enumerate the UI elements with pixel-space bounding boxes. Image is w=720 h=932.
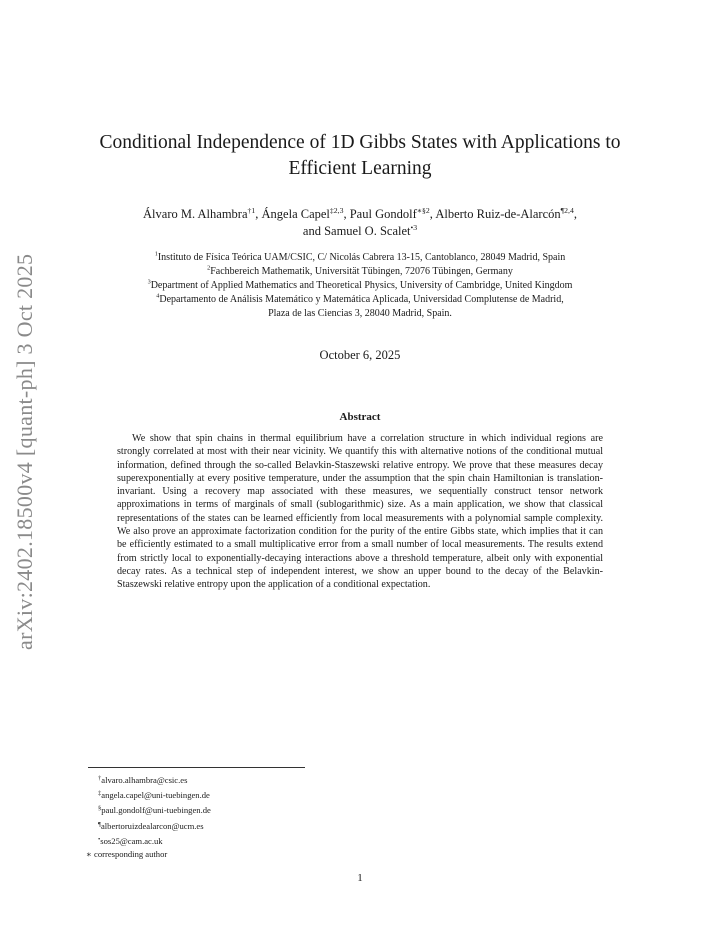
- affiliation-text: Departamento de Análisis Matemático y Matemática Aplicada, Universidad Complutense de Madrid,: [159, 294, 564, 305]
- footnote-email: albertoruizdealarcon@ucm.es: [100, 820, 204, 831]
- footnote-rule: [88, 767, 305, 768]
- footnote: [86, 772, 211, 787]
- footnote-mark: •: [98, 835, 101, 843]
- author-name: Álvaro M. Alhambra: [143, 207, 248, 221]
- title-line-2: Efficient Learning: [288, 158, 432, 179]
- footnote-list: [86, 772, 211, 861]
- author-list: [60, 206, 660, 240]
- author-separator: ,: [429, 207, 436, 221]
- author-separator: ,: [573, 207, 577, 221]
- footnote-mark: †: [98, 775, 102, 782]
- author-marks: ¶2,4: [560, 205, 574, 215]
- author-name: and Samuel O. Scalet: [302, 224, 411, 238]
- footnote-email: sos25@cam.ac.uk: [100, 835, 163, 846]
- footnote: [86, 818, 211, 833]
- author-marks: •3: [410, 222, 418, 232]
- affiliation: [60, 279, 660, 293]
- author-marks: ‡2,3: [329, 205, 344, 215]
- affiliation-text: Department of Applied Mathematics and Theoretical Physics, University of Cambridge, United Kingdom: [150, 280, 573, 291]
- page-number: 1: [357, 872, 363, 884]
- footnote-email: alvaro.alhambra@csic.es: [101, 775, 188, 785]
- footnote-email: angela.capel@uni-tuebingen.de: [101, 790, 210, 801]
- author-separator: ,: [343, 207, 350, 221]
- footnote: [86, 787, 211, 802]
- affiliation-number: 1: [154, 250, 158, 258]
- author-line-2: [60, 223, 660, 240]
- paper-title: [60, 130, 660, 182]
- author-name: Paul Gondolf: [349, 207, 417, 221]
- affiliation-text: Plaza de las Ciencias 3, 28040 Madrid, Spain.: [268, 308, 452, 319]
- author-marks: †1: [247, 205, 256, 215]
- author-line-1: [60, 206, 660, 223]
- abstract-body: We show that spin chains in thermal equilibrium have a correlation structure in which individual regions are strongly correlated at most with their near vicinity. We quantify this with alternative notions of the conditional mutual information, defined through the so-called Belavkin-Staszewski relative entropy. We prove that these measures decay superexponentially at every positive temperature, under the assumption that the spin chain Hamiltonian is translation-invariant. Using a recovery map associated with these measures, we sequentially construct tensor network approximations in terms of marginals of small (sublogarithmic) size. As a main application, we show that classical representations of the states can be learned efficiently from local measurements with a polynomial sample complexity. We also prove an approximate factorization condition for the purity of the entire Gibbs state, which implies that it can be efficiently estimated to a small multiplicative error from a small number of local measurements. The results extend from strictly local to exponentially-decaying interactions above a threshold temperature, albeit only with exponential decay rates. As a technical step of independent interest, we show an upper bound to the decay of the Belavkin-Staszewski relative entropy upon the application of a conditional expectation.: [117, 433, 603, 591]
- arxiv-side-stamp: arXiv:2402.18500v4 [quant-ph] 3 Oct 2025: [12, 253, 37, 650]
- author-name: Ángela Capel: [261, 207, 330, 221]
- footnote-email: paul.gondolf@uni-tuebingen.de: [101, 805, 211, 816]
- footnote: [86, 802, 211, 817]
- title-line-1: Conditional Independence of 1D Gibbs States with Applications to: [99, 132, 621, 153]
- abstract-heading: Abstract: [339, 411, 381, 423]
- affiliation-number: 2: [207, 264, 211, 272]
- affiliation-number: 4: [156, 292, 160, 300]
- footnote-mark: ¶: [98, 820, 101, 828]
- affiliation: [60, 265, 660, 279]
- footnote-text: corresponding author: [94, 849, 168, 860]
- paper-date: October 6, 2025: [319, 348, 401, 362]
- affiliation: [60, 251, 660, 265]
- footnote-mark: ‡: [98, 790, 102, 798]
- affiliation-number: 3: [147, 278, 151, 286]
- affiliation: [60, 293, 660, 307]
- footnote: [86, 833, 211, 848]
- author-marks: ∗§2: [416, 205, 430, 215]
- affiliation: [60, 307, 660, 321]
- affiliation-text: Fachbereich Mathematik, Universität Tübingen, 72076 Tübingen, Germany: [210, 266, 513, 277]
- affiliation-text: Instituto de Física Teórica UAM/CSIC, C/ Nicolás Cabrera 13-15, Cantoblanco, 28049 Madrid, Spain: [157, 252, 566, 263]
- footnote-mark: ∗: [86, 849, 92, 860]
- footnote: [86, 848, 211, 861]
- affiliation-list: [60, 251, 660, 321]
- author-separator: ,: [255, 207, 262, 221]
- author-name: Alberto Ruiz-de-Alarcón: [435, 207, 561, 221]
- footnote-mark: §: [98, 805, 102, 813]
